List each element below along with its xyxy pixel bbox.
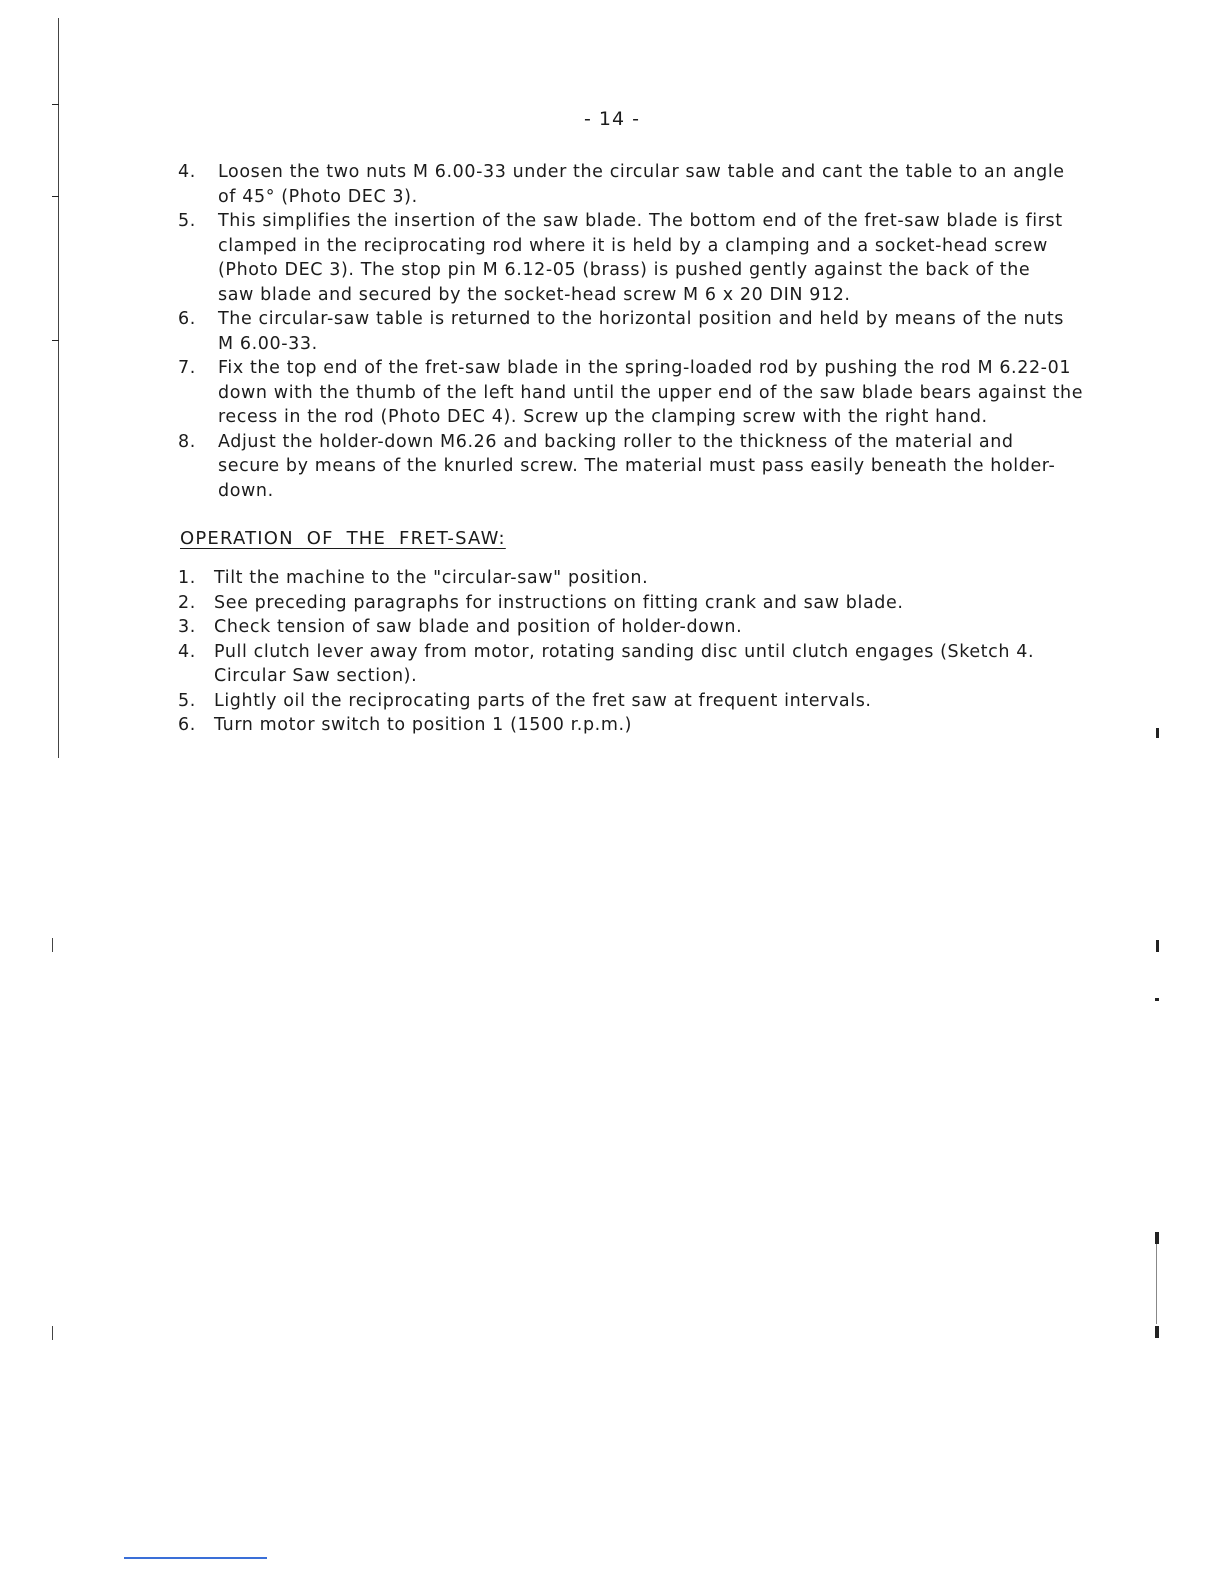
text-line: The circular-saw table is returned to the horizontal position and held by means of the nuts xyxy=(218,309,1065,329)
item-text xyxy=(214,640,1078,689)
text-line: Tilt the machine to the "circular-saw" position. xyxy=(214,568,649,588)
item-text xyxy=(214,689,1078,714)
operation-steps-list xyxy=(178,566,1078,738)
edge-tick xyxy=(52,1326,53,1340)
page-number: - 14 - xyxy=(584,108,640,130)
text-line: Fix the top end of the fret-saw blade in the spring-loaded rod by pushing the rod M 6.22-01 xyxy=(218,358,1072,378)
item-number: 1. xyxy=(178,568,196,588)
text-line: M 6.00-33. xyxy=(218,333,318,354)
item-number: 6. xyxy=(178,309,196,329)
text-line: of 45° (Photo DEC 3). xyxy=(218,186,418,207)
text-line: down. xyxy=(218,480,274,501)
text-line: clamped in the reciprocating rod where it is held by a clamping and a socket-head screw xyxy=(218,235,1048,256)
text-line: See preceding paragraphs for instructions on fitting crank and saw blade. xyxy=(214,592,904,613)
right-edge-mark xyxy=(1156,728,1159,738)
item-text xyxy=(218,307,1078,356)
text-line: saw blade and secured by the socket-head screw M 6 x 20 DIN 912. xyxy=(218,284,851,305)
edge-mark xyxy=(52,196,59,197)
step-item xyxy=(178,307,1078,356)
right-edge-line xyxy=(1156,1244,1157,1324)
item-number: 2. xyxy=(178,592,196,613)
operation-step-item xyxy=(178,591,1078,616)
right-edge-mark xyxy=(1155,998,1159,1001)
item-text xyxy=(214,615,1078,640)
text-line: secure by means of the knurled screw. The material must pass easily beneath the holder- xyxy=(218,456,1056,476)
text-line: recess in the rod (Photo DEC 4). Screw up the clamping screw with the right hand. xyxy=(218,407,988,427)
item-number: 3. xyxy=(178,617,196,637)
item-text xyxy=(218,209,1078,307)
step-item xyxy=(178,356,1084,430)
edge-tick xyxy=(52,938,53,952)
text-line: down with the thumb of the left hand until the upper end of the saw blade bears against the xyxy=(218,382,1084,403)
step-item xyxy=(178,430,1078,504)
text-line: Turn motor switch to position 1 (1500 r.p.m.) xyxy=(214,715,633,735)
section-heading: OPERATION OF THE FRET-SAW: xyxy=(180,528,506,549)
item-number: 5. xyxy=(178,211,196,231)
text-line: Pull clutch lever away from motor, rotating sanding disc until clutch engages (Sketch 4. xyxy=(214,641,1035,662)
right-edge-mark xyxy=(1155,1326,1159,1338)
item-number: 8. xyxy=(178,431,196,452)
edge-mark xyxy=(52,104,59,105)
item-number: 4. xyxy=(178,641,196,662)
step-item xyxy=(178,209,1078,307)
operation-step-item xyxy=(178,615,1078,640)
item-number: 4. xyxy=(178,162,196,182)
item-text xyxy=(214,566,1078,591)
text-line: Lightly oil the reciprocating parts of the fret saw at frequent intervals. xyxy=(214,690,872,711)
operation-step-item xyxy=(178,640,1078,689)
text-line: Check tension of saw blade and position of holder-down. xyxy=(214,617,743,637)
edge-mark xyxy=(52,340,59,341)
item-text xyxy=(218,160,1078,209)
text-line: This simplifies the insertion of the saw blade. The bottom end of the fret-saw blade is first xyxy=(218,211,1063,231)
operation-step-item xyxy=(178,566,1078,591)
text-line: Circular Saw section). xyxy=(214,666,418,686)
footer-rule xyxy=(124,1557,267,1559)
item-number: 7. xyxy=(178,358,196,378)
text-line: (Photo DEC 3). The stop pin M 6.12-05 (brass) is pushed gently against the back of the xyxy=(218,260,1031,280)
item-number: 5. xyxy=(178,690,196,711)
item-text xyxy=(214,591,1078,616)
right-edge-mark xyxy=(1155,1232,1159,1244)
item-text xyxy=(218,430,1078,504)
right-edge-mark xyxy=(1156,940,1159,952)
operation-step-item xyxy=(178,713,1078,738)
text-line: Adjust the holder-down M6.26 and backing roller to the thickness of the material and xyxy=(218,431,1014,452)
setup-steps-list xyxy=(178,160,1084,503)
operation-step-item xyxy=(178,689,1078,714)
item-text xyxy=(218,356,1083,430)
text-line: Loosen the two nuts M 6.00-33 under the circular saw table and cant the table to an angle xyxy=(218,162,1065,182)
item-text xyxy=(214,713,1078,738)
item-number: 6. xyxy=(178,715,196,735)
step-item xyxy=(178,160,1078,209)
